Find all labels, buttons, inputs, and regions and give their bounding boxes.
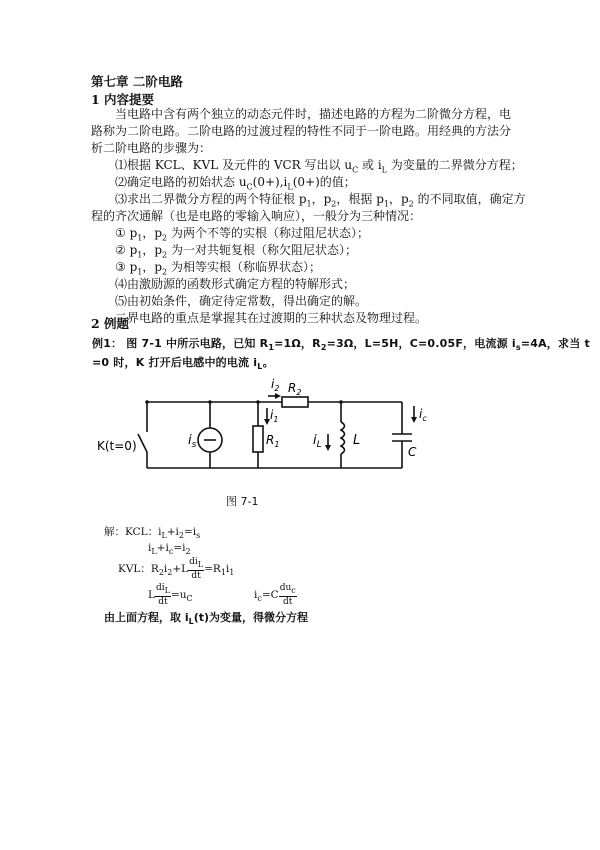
section-heading-summary: 1 内容提要 [91, 92, 155, 107]
fraction-diL-dt-2: $\frac{di_L}{dt}$ [155, 583, 170, 607]
case-underdamped: ② $p_1$，$p_2$ 为一对共轭复根（称欠阻尼状态）； [115, 243, 357, 260]
intro-line-2: 路称为二阶电路。二阶电路的过渡过程的特性不同于一阶电路。用经典的方法分 [91, 124, 512, 138]
label-l: L [353, 433, 361, 448]
label-r1: $R_1$ [266, 433, 280, 449]
arrow-il-head [325, 445, 331, 451]
node-l-top [339, 400, 343, 404]
section-heading-examples: 2 例题 [91, 316, 130, 331]
step-2: ⑵确定电路的初始状态 $u_C(0+),i_L(0+)$的值； [115, 175, 356, 192]
intro-line-1: 当电路中含有两个独立的动态元件时，描述电路的方程为二阶微分方程，电 [115, 107, 512, 121]
label-il: $i_L$ [313, 433, 322, 450]
node-source-top [208, 400, 212, 404]
inductor-coil [341, 422, 345, 454]
solution-inductor-eq: L $\frac{di_L}{dt}$ $=u_C$ [148, 583, 193, 607]
step-1: ⑴根据 KCL、KVL 及元件的 VCR 写出以 $u_C$ 或 $i_L$ 为变量的二界微分方程； [115, 158, 523, 175]
arrow-i2-head [275, 393, 281, 399]
step-5: ⑸由初始条件，确定待定常数，得出确定的解。 [115, 294, 368, 308]
case-critical: ③ $p_1$，$p_2$ 为相等实根（称临界状态）； [115, 260, 321, 277]
step-3: ⑶求出二界微分方程的两个特征根 $p_1$，$p_2$，根据 $p_1$，$p_2$ 的不同取值，确定方 [115, 192, 526, 209]
fraction-diL-dt: $\frac{di_L}{dt}$ [189, 557, 204, 581]
label-i1: $i_1$ [270, 408, 279, 424]
fraction-duc-dt: $\frac{du_c}{dt}$ [279, 583, 296, 607]
key-point: 二界电路的重点是掌握其在过渡期的三种状态及物理过程。 [115, 311, 428, 325]
circuit-diagram [90, 372, 450, 484]
step-3-continued: 程的齐次通解（也是电路的零输入响应），一般分为三种情况： [91, 209, 422, 223]
resistor-r1 [253, 426, 263, 452]
node-r1-top [256, 400, 260, 404]
solution-conclusion: 由上面方程，取 $i_L(t)$为变量，得微分方程 [104, 611, 309, 627]
solution-kcl-1: 解：KCL：$i_L+i_2=i_s$ [104, 526, 201, 541]
figure-caption: 图 7-1 [226, 495, 259, 508]
arrow-ic-head [411, 417, 417, 423]
label-i2: $i_2$ [271, 377, 280, 393]
example-line-2: =0 时，K 打开后电感中的电流 $i_L$。 [92, 356, 274, 372]
case-overdamped: ① $p_1$，$p_2$ 为两个不等的实根（称过阻尼状态）； [115, 226, 369, 243]
solution-kcl-2: $i_L+i_c=i_2$ [148, 542, 191, 557]
resistor-r2 [282, 397, 308, 407]
label-c: C [408, 445, 417, 459]
example-line-1: 例1： 图 7-1 中所示电路，已知 $R_1=1\Omega$，$R_2=3\Omega$，L=5H，C=0.05F，电流源 $i_s=4A$，求当 t [92, 337, 590, 353]
label-is: $i_s$ [188, 433, 197, 450]
label-r2: $R_2$ [288, 381, 302, 397]
switch-blade [138, 434, 147, 452]
solution-capacitor-eq: $i_c=C$ $\frac{du_c}{dt}$ [254, 583, 296, 607]
solution-kvl: KVL：$R_2i_2+L$ $\frac{di_L}{dt}$ $=R_1i_1$ [118, 557, 235, 581]
node-top-left [145, 400, 149, 404]
switch-label: K(t=0) [97, 439, 137, 453]
step-4: ⑷由激励源的函数形式确定方程的特解形式； [115, 277, 356, 291]
chapter-title: 第七章 二阶电路 [91, 74, 183, 89]
intro-line-3: 析二阶电路的步骤为： [91, 141, 212, 155]
label-ic: $i_c$ [419, 407, 427, 423]
